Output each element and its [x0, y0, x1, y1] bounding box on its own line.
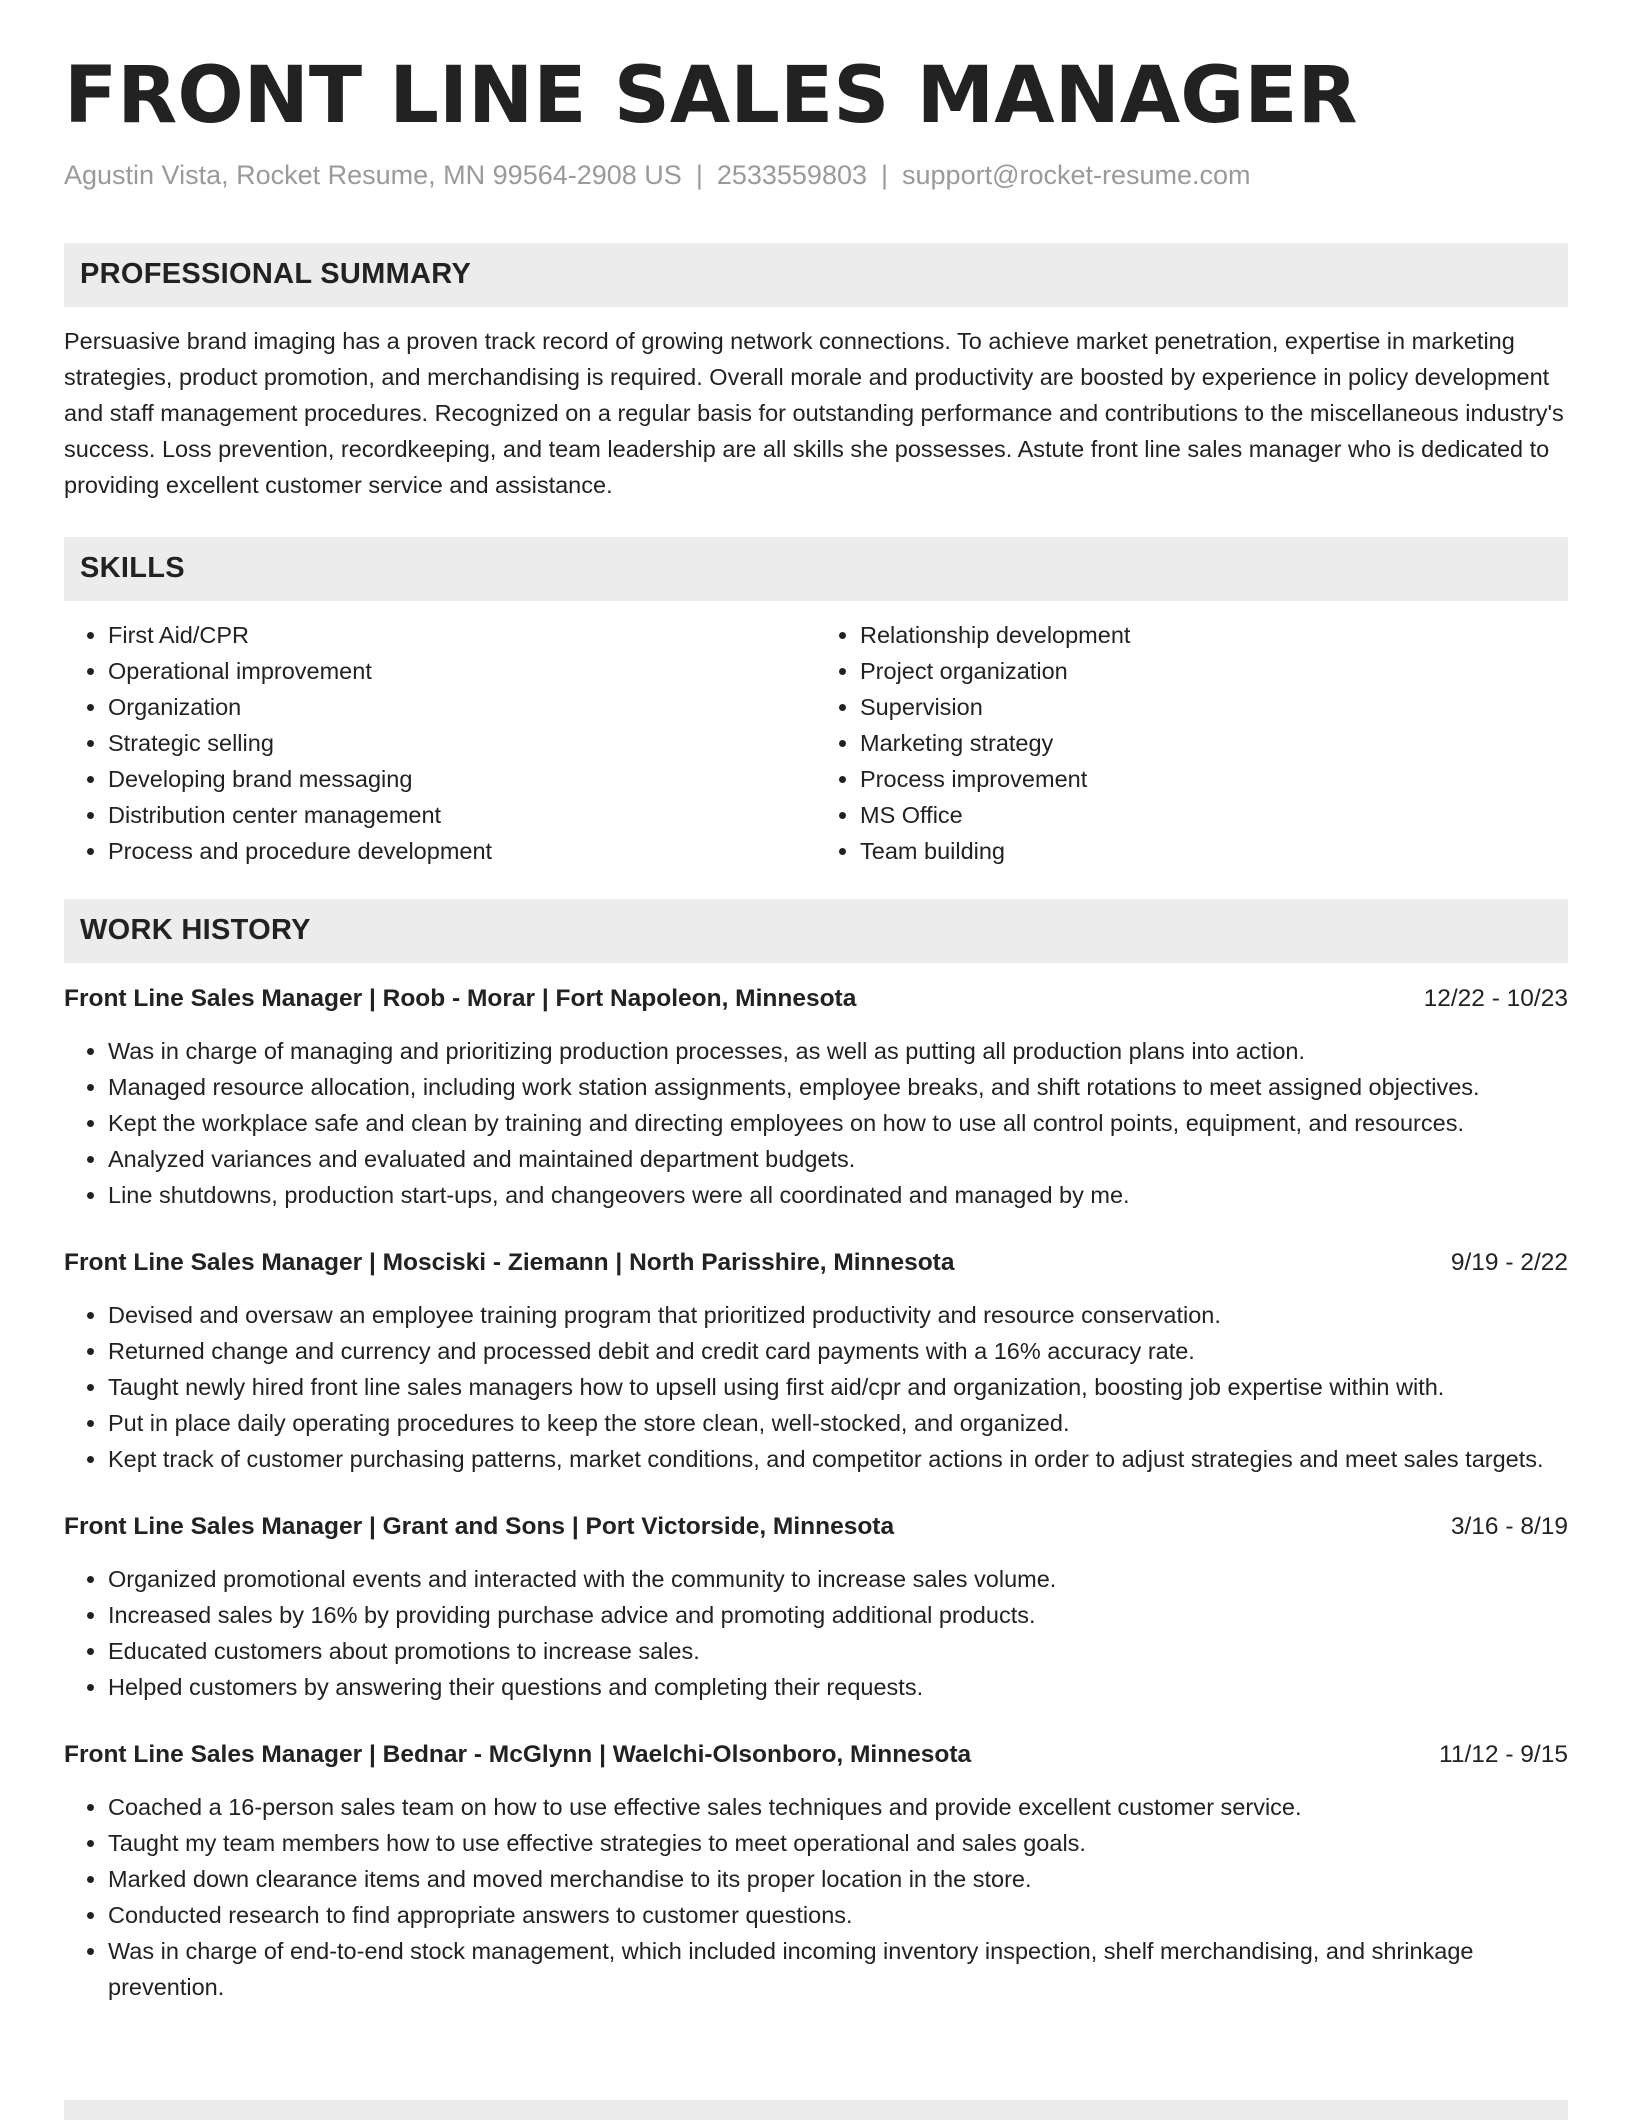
next-section-heading-band: [64, 2100, 1568, 2120]
job-bullet: • Was in charge of end-to-end stock management, which included incoming inventory inspection, shelf merchandising, and shrinkage prevention.: [108, 1933, 1568, 2005]
resume-title: FRONT LINE SALES MANAGER: [64, 51, 1358, 141]
job-bullet: • Increased sales by 16% by providing purchase advice and promoting additional products.: [108, 1597, 1568, 1633]
job-bullet: • Line shutdowns, production start-ups, and changeovers were all coordinated and managed by me.: [108, 1177, 1568, 1213]
contact-email: support@rocket-resume.com: [902, 159, 1251, 190]
job-dates: 3/16 - 8/19: [1450, 1512, 1568, 1540]
contact-phone: 2533559803: [716, 159, 867, 190]
skill-item: • Team building: [860, 833, 1568, 869]
job-bullet: • Was in charge of managing and prioritizing production processes, as well as putting all production plans into action.: [108, 1033, 1568, 1069]
job-title: Front Line Sales Manager | Grant and Sons | Port Victorside, Minnesota: [64, 1512, 895, 1540]
job-bullet: • Devised and oversaw an employee training program that prioritized productivity and resource conservation.: [108, 1297, 1568, 1333]
job-bullet: • Educated customers about promotions to increase sales.: [108, 1633, 1568, 1669]
skills-heading: SKILLS: [64, 537, 1568, 601]
work-history-heading: WORK HISTORY: [64, 899, 1568, 963]
job-bullet: • Conducted research to find appropriate answers to customer questions.: [108, 1897, 1568, 1933]
skills-column-right: [816, 617, 1568, 869]
skill-item: • Organization: [108, 689, 816, 725]
job-bullet: • Kept the workplace safe and clean by training and directing employees on how to use all control points, equipment, and resources.: [108, 1105, 1568, 1141]
skill-item: • Distribution center management: [108, 797, 816, 833]
skill-item: • First Aid/CPR: [108, 617, 816, 653]
contact-address: Agustin Vista, Rocket Resume, MN 99564-2908 US: [64, 159, 682, 190]
job-title: Front Line Sales Manager | Mosciski - Ziemann | North Parisshire, Minnesota: [64, 1248, 955, 1276]
skill-item: • Strategic selling: [108, 725, 816, 761]
job-bullet: • Taught my team members how to use effective strategies to meet operational and sales goals.: [108, 1825, 1568, 1861]
skill-item: • Supervision: [860, 689, 1568, 725]
skill-item: • Operational improvement: [108, 653, 816, 689]
job-title: Front Line Sales Manager | Roob - Morar | Fort Napoleon, Minnesota: [64, 984, 857, 1012]
skill-item: • Developing brand messaging: [108, 761, 816, 797]
job-bullet: • Organized promotional events and interacted with the community to increase sales volume.: [108, 1561, 1568, 1597]
contact-line: [64, 158, 1568, 193]
summary-heading: PROFESSIONAL SUMMARY: [64, 243, 1568, 307]
job-bullets: [64, 1033, 1568, 1213]
job-title: Front Line Sales Manager | Bednar - McGlynn | Waelchi-Olsonboro, Minnesota: [64, 1740, 972, 1768]
job-entry: [64, 981, 1568, 1213]
job-bullet: • Analyzed variances and evaluated and maintained department budgets.: [108, 1141, 1568, 1177]
skills-column-left: [64, 617, 816, 869]
job-bullet: • Helped customers by answering their questions and completing their requests.: [108, 1669, 1568, 1705]
job-bullet: • Taught newly hired front line sales managers how to upsell using first aid/cpr and organization, boosting job expertise within with.: [108, 1369, 1568, 1405]
job-bullet: • Returned change and currency and processed debit and credit card payments with a 16% accuracy rate.: [108, 1333, 1568, 1369]
job-bullets: [64, 1789, 1568, 2005]
job-bullets: [64, 1297, 1568, 1477]
job-entry: [64, 1245, 1568, 1477]
job-bullet: • Put in place daily operating procedures to keep the store clean, well-stocked, and organized.: [108, 1405, 1568, 1441]
job-bullet: • Marked down clearance items and moved merchandise to its proper location in the store.: [108, 1861, 1568, 1897]
job-entry: [64, 1509, 1568, 1705]
summary-text: Persuasive brand imaging has a proven track record of growing network connections. To achieve market penetration, expertise in marketing strategies, product promotion, and merchandising is required. Overall morale and productivity are boosted by experience in policy development and staff management procedures. Recognized on a regular basis for outstanding performance and contributions to the miscellaneous industry's success. Loss prevention, recordkeeping, and team leadership are all skills she possesses. Astute front line sales manager who is dedicated to providing excellent customer service and assistance.: [64, 327, 1564, 498]
job-header: [64, 1245, 1568, 1281]
contact-separator: |: [695, 159, 703, 190]
job-dates: 9/19 - 2/22: [1450, 1248, 1568, 1276]
job-bullets: [64, 1561, 1568, 1705]
job-dates: 12/22 - 10/23: [1423, 984, 1568, 1012]
job-header: [64, 1737, 1568, 1773]
skill-item: • Relationship development: [860, 617, 1568, 653]
job-dates: 11/12 - 9/15: [1439, 1740, 1568, 1768]
job-entry: [64, 1737, 1568, 2005]
job-bullet: • Managed resource allocation, including work station assignments, employee breaks, and shift rotations to meet assigned objectives.: [108, 1069, 1568, 1105]
job-header: [64, 981, 1568, 1017]
skill-item: • Process improvement: [860, 761, 1568, 797]
skill-item: • Project organization: [860, 653, 1568, 689]
skill-item: • Marketing strategy: [860, 725, 1568, 761]
job-bullet: • Coached a 16-person sales team on how to use effective sales techniques and provide excellent customer service.: [108, 1789, 1568, 1825]
skill-item: • MS Office: [860, 797, 1568, 833]
skills-list: [64, 617, 1568, 869]
contact-separator: |: [881, 159, 889, 190]
work-history-list: [64, 981, 1568, 2005]
job-bullet: • Kept track of customer purchasing patterns, market conditions, and competitor actions in order to adjust strategies and meet sales targets.: [108, 1441, 1568, 1477]
skill-item: • Process and procedure development: [108, 833, 816, 869]
job-header: [64, 1509, 1568, 1545]
